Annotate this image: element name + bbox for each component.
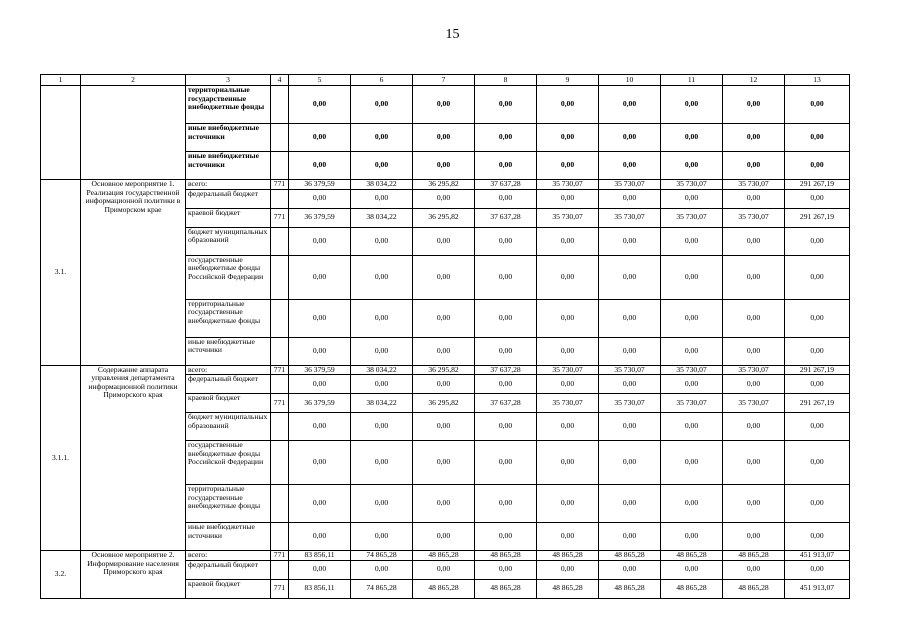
budget-table: [40, 74, 850, 599]
amount-cell: 0,00: [289, 86, 351, 124]
amount-cell: 0,00: [537, 189, 599, 208]
amount-cell: 35 730,07: [661, 180, 723, 190]
item-title: Основное мероприятие 1. Реализация государственной информационной политики в Приморском крае: [81, 180, 186, 366]
table-row: [41, 365, 850, 375]
amount-cell: 37 637,28: [475, 208, 537, 227]
amount-cell: 0,00: [289, 255, 351, 299]
grbs-code: [271, 413, 289, 441]
grbs-code: [271, 523, 289, 551]
amount-cell: 38 034,22: [351, 365, 413, 375]
amount-cell: 35 730,07: [723, 180, 785, 190]
amount-cell: 0,00: [537, 375, 599, 394]
amount-cell: 74 865,28: [351, 579, 413, 598]
amount-cell: 0,00: [599, 255, 661, 299]
amount-cell: 0,00: [785, 152, 850, 180]
amount-cell: 48 865,28: [661, 551, 723, 561]
table-row: [41, 180, 850, 190]
amount-cell: 0,00: [351, 413, 413, 441]
amount-cell: 0,00: [413, 86, 475, 124]
funding-source: территориальные государственные внебюджетные фонды: [186, 299, 271, 337]
amount-cell: 0,00: [351, 86, 413, 124]
amount-cell: 0,00: [785, 413, 850, 441]
grbs-code: 771: [271, 180, 289, 190]
amount-cell: 35 730,07: [661, 365, 723, 375]
amount-cell: 0,00: [785, 441, 850, 485]
table-row: [41, 86, 850, 124]
column-number: 2: [81, 75, 186, 86]
amount-cell: 0,00: [599, 523, 661, 551]
grbs-code: [271, 560, 289, 579]
funding-source: бюджет муниципальных образований: [186, 413, 271, 441]
amount-cell: 0,00: [289, 413, 351, 441]
column-number: 6: [351, 75, 413, 86]
amount-cell: 35 730,07: [599, 365, 661, 375]
amount-cell: 0,00: [289, 227, 351, 255]
amount-cell: 0,00: [661, 124, 723, 152]
item-number: 3.2.: [41, 551, 81, 599]
amount-cell: 0,00: [723, 152, 785, 180]
column-number: 3: [186, 75, 271, 86]
amount-cell: 0,00: [351, 337, 413, 365]
amount-cell: 0,00: [289, 124, 351, 152]
funding-source: всего:: [186, 180, 271, 190]
amount-cell: 0,00: [599, 189, 661, 208]
amount-cell: 0,00: [289, 560, 351, 579]
funding-source: иные внебюджетные источники: [186, 124, 271, 152]
amount-cell: 37 637,28: [475, 180, 537, 190]
column-number: 5: [289, 75, 351, 86]
amount-cell: 0,00: [475, 124, 537, 152]
amount-cell: 36 379,59: [289, 180, 351, 190]
amount-cell: 35 730,07: [537, 365, 599, 375]
item-number-cont: [41, 86, 81, 180]
amount-cell: 83 856,11: [289, 579, 351, 598]
amount-cell: 291 267,19: [785, 394, 850, 413]
table-body: [41, 75, 850, 599]
amount-cell: 0,00: [785, 560, 850, 579]
item-title: Основное мероприятие 2. Информирование населения Приморского края: [81, 551, 186, 599]
amount-cell: 35 730,07: [723, 394, 785, 413]
amount-cell: 0,00: [661, 560, 723, 579]
amount-cell: 0,00: [475, 227, 537, 255]
amount-cell: 0,00: [661, 299, 723, 337]
amount-cell: 0,00: [599, 152, 661, 180]
amount-cell: 35 730,07: [599, 394, 661, 413]
grbs-code: [271, 227, 289, 255]
amount-cell: 38 034,22: [351, 394, 413, 413]
column-number: 10: [599, 75, 661, 86]
amount-cell: 0,00: [661, 189, 723, 208]
amount-cell: 0,00: [413, 124, 475, 152]
amount-cell: 35 730,07: [537, 180, 599, 190]
amount-cell: 37 637,28: [475, 394, 537, 413]
amount-cell: 0,00: [537, 413, 599, 441]
amount-cell: 0,00: [475, 560, 537, 579]
amount-cell: 38 034,22: [351, 208, 413, 227]
column-number: 4: [271, 75, 289, 86]
amount-cell: 0,00: [661, 523, 723, 551]
amount-cell: 0,00: [599, 337, 661, 365]
amount-cell: 291 267,19: [785, 180, 850, 190]
amount-cell: 35 730,07: [661, 394, 723, 413]
amount-cell: 36 295,82: [413, 208, 475, 227]
funding-source: всего:: [186, 365, 271, 375]
funding-source: иные внебюджетные источники: [186, 337, 271, 365]
amount-cell: 0,00: [289, 375, 351, 394]
amount-cell: 0,00: [289, 299, 351, 337]
amount-cell: 0,00: [475, 337, 537, 365]
amount-cell: 0,00: [537, 441, 599, 485]
funding-source: государственные внебюджетные фонды Российской Федерации: [186, 441, 271, 485]
amount-cell: 0,00: [661, 255, 723, 299]
amount-cell: 0,00: [289, 337, 351, 365]
amount-cell: 0,00: [537, 299, 599, 337]
header-row: [41, 75, 850, 86]
amount-cell: 36 295,82: [413, 365, 475, 375]
page-number: 15: [445, 27, 460, 42]
grbs-code: [271, 337, 289, 365]
amount-cell: 0,00: [351, 299, 413, 337]
amount-cell: 0,00: [723, 485, 785, 523]
item-number: 3.1.: [41, 180, 81, 366]
funding-source: краевой бюджет: [186, 394, 271, 413]
amount-cell: 37 637,28: [475, 365, 537, 375]
amount-cell: 0,00: [351, 189, 413, 208]
grbs-code: [271, 124, 289, 152]
amount-cell: 48 865,28: [475, 579, 537, 598]
amount-cell: 0,00: [785, 227, 850, 255]
amount-cell: 0,00: [661, 227, 723, 255]
amount-cell: 291 267,19: [785, 208, 850, 227]
amount-cell: 48 865,28: [661, 579, 723, 598]
column-number: 1: [41, 75, 81, 86]
funding-source: бюджет муниципальных образований: [186, 227, 271, 255]
amount-cell: 0,00: [785, 337, 850, 365]
funding-source: федеральный бюджет: [186, 375, 271, 394]
grbs-code: 771: [271, 365, 289, 375]
amount-cell: 451 913,07: [785, 579, 850, 598]
amount-cell: 0,00: [537, 485, 599, 523]
amount-cell: 35 730,07: [599, 180, 661, 190]
amount-cell: 451 913,07: [785, 551, 850, 561]
grbs-code: 771: [271, 551, 289, 561]
funding-source: иные внебюджетные источники: [186, 152, 271, 180]
amount-cell: 35 730,07: [723, 208, 785, 227]
amount-cell: 0,00: [599, 441, 661, 485]
grbs-code: [271, 485, 289, 523]
amount-cell: 0,00: [475, 523, 537, 551]
amount-cell: 0,00: [723, 413, 785, 441]
amount-cell: 0,00: [599, 86, 661, 124]
amount-cell: 0,00: [413, 255, 475, 299]
amount-cell: 0,00: [723, 227, 785, 255]
amount-cell: 0,00: [475, 485, 537, 523]
funding-source: федеральный бюджет: [186, 560, 271, 579]
grbs-code: [271, 152, 289, 180]
item-number: 3.1.1.: [41, 365, 81, 551]
amount-cell: 35 730,07: [723, 365, 785, 375]
amount-cell: 0,00: [413, 152, 475, 180]
amount-cell: 0,00: [289, 441, 351, 485]
amount-cell: 0,00: [475, 152, 537, 180]
amount-cell: 0,00: [413, 337, 475, 365]
amount-cell: 0,00: [723, 337, 785, 365]
amount-cell: 0,00: [413, 189, 475, 208]
amount-cell: 0,00: [723, 523, 785, 551]
grbs-code: [271, 189, 289, 208]
amount-cell: 0,00: [723, 441, 785, 485]
amount-cell: 35 730,07: [537, 208, 599, 227]
amount-cell: 0,00: [289, 189, 351, 208]
funding-source: федеральный бюджет: [186, 189, 271, 208]
amount-cell: 0,00: [475, 375, 537, 394]
amount-cell: 0,00: [599, 413, 661, 441]
amount-cell: 48 865,28: [599, 579, 661, 598]
amount-cell: 0,00: [785, 523, 850, 551]
amount-cell: 0,00: [661, 413, 723, 441]
amount-cell: 0,00: [351, 152, 413, 180]
grbs-code: [271, 86, 289, 124]
amount-cell: 0,00: [723, 560, 785, 579]
amount-cell: 0,00: [785, 485, 850, 523]
amount-cell: 0,00: [723, 189, 785, 208]
amount-cell: 0,00: [351, 441, 413, 485]
funding-source: территориальные государственные внебюджетные фонды: [186, 485, 271, 523]
amount-cell: 0,00: [351, 523, 413, 551]
funding-source: иные внебюджетные источники: [186, 523, 271, 551]
amount-cell: 0,00: [537, 227, 599, 255]
amount-cell: 0,00: [413, 227, 475, 255]
amount-cell: 36 379,59: [289, 394, 351, 413]
amount-cell: 0,00: [785, 124, 850, 152]
amount-cell: 0,00: [351, 375, 413, 394]
amount-cell: 35 730,07: [537, 394, 599, 413]
item-title-cont: [81, 86, 186, 180]
amount-cell: 0,00: [723, 255, 785, 299]
amount-cell: 38 034,22: [351, 180, 413, 190]
funding-source: всего:: [186, 551, 271, 561]
amount-cell: 0,00: [289, 152, 351, 180]
amount-cell: 0,00: [785, 86, 850, 124]
amount-cell: 36 295,82: [413, 180, 475, 190]
amount-cell: 35 730,07: [661, 208, 723, 227]
amount-cell: 0,00: [413, 441, 475, 485]
amount-cell: 83 856,11: [289, 551, 351, 561]
amount-cell: 0,00: [475, 441, 537, 485]
amount-cell: 48 865,28: [599, 551, 661, 561]
amount-cell: 0,00: [723, 124, 785, 152]
amount-cell: 0,00: [599, 299, 661, 337]
amount-cell: 0,00: [351, 560, 413, 579]
amount-cell: 0,00: [661, 152, 723, 180]
column-number: 8: [475, 75, 537, 86]
amount-cell: 0,00: [537, 523, 599, 551]
amount-cell: 0,00: [723, 299, 785, 337]
amount-cell: 0,00: [537, 560, 599, 579]
column-number: 11: [661, 75, 723, 86]
grbs-code: 771: [271, 394, 289, 413]
amount-cell: 0,00: [475, 413, 537, 441]
amount-cell: 0,00: [351, 124, 413, 152]
amount-cell: 0,00: [537, 124, 599, 152]
amount-cell: 0,00: [289, 485, 351, 523]
amount-cell: 36 295,82: [413, 394, 475, 413]
amount-cell: 74 865,28: [351, 551, 413, 561]
amount-cell: 0,00: [289, 523, 351, 551]
amount-cell: 0,00: [537, 152, 599, 180]
amount-cell: 0,00: [475, 299, 537, 337]
amount-cell: 291 267,19: [785, 365, 850, 375]
amount-cell: 0,00: [413, 413, 475, 441]
amount-cell: 0,00: [351, 255, 413, 299]
funding-source: территориальные государственные внебюджетные фонды: [186, 86, 271, 124]
amount-cell: 0,00: [785, 299, 850, 337]
amount-cell: 0,00: [661, 86, 723, 124]
amount-cell: 0,00: [413, 485, 475, 523]
amount-cell: 0,00: [413, 375, 475, 394]
amount-cell: 48 865,28: [537, 579, 599, 598]
amount-cell: 0,00: [475, 86, 537, 124]
amount-cell: 0,00: [475, 189, 537, 208]
amount-cell: 48 865,28: [723, 579, 785, 598]
funding-source: краевой бюджет: [186, 579, 271, 598]
column-number: 13: [785, 75, 850, 86]
amount-cell: 0,00: [785, 375, 850, 394]
amount-cell: 0,00: [785, 255, 850, 299]
amount-cell: 0,00: [723, 375, 785, 394]
amount-cell: 0,00: [599, 124, 661, 152]
amount-cell: 0,00: [785, 189, 850, 208]
grbs-code: [271, 299, 289, 337]
amount-cell: 35 730,07: [599, 208, 661, 227]
amount-cell: 0,00: [537, 337, 599, 365]
amount-cell: 0,00: [723, 86, 785, 124]
grbs-code: [271, 375, 289, 394]
amount-cell: 48 865,28: [475, 551, 537, 561]
amount-cell: 0,00: [599, 485, 661, 523]
amount-cell: 0,00: [661, 441, 723, 485]
amount-cell: 0,00: [661, 337, 723, 365]
amount-cell: 48 865,28: [537, 551, 599, 561]
amount-cell: 0,00: [661, 485, 723, 523]
amount-cell: 36 379,59: [289, 208, 351, 227]
amount-cell: 0,00: [661, 375, 723, 394]
amount-cell: 0,00: [413, 299, 475, 337]
table-row: [41, 551, 850, 561]
amount-cell: 0,00: [475, 255, 537, 299]
amount-cell: 0,00: [413, 560, 475, 579]
grbs-code: [271, 441, 289, 485]
grbs-code: 771: [271, 208, 289, 227]
amount-cell: 0,00: [599, 227, 661, 255]
amount-cell: 0,00: [351, 227, 413, 255]
amount-cell: 48 865,28: [413, 551, 475, 561]
item-title: Содержание аппарата управления департамента информационной политики Приморского края: [81, 365, 186, 551]
grbs-code: 771: [271, 579, 289, 598]
funding-source: государственные внебюджетные фонды Российской Федерации: [186, 255, 271, 299]
amount-cell: 0,00: [413, 523, 475, 551]
column-number: 12: [723, 75, 785, 86]
column-number: 9: [537, 75, 599, 86]
amount-cell: 0,00: [351, 485, 413, 523]
grbs-code: [271, 255, 289, 299]
amount-cell: 0,00: [599, 375, 661, 394]
amount-cell: 0,00: [599, 560, 661, 579]
amount-cell: 36 379,59: [289, 365, 351, 375]
amount-cell: 0,00: [537, 255, 599, 299]
amount-cell: 0,00: [537, 86, 599, 124]
amount-cell: 48 865,28: [723, 551, 785, 561]
column-number: 7: [413, 75, 475, 86]
amount-cell: 48 865,28: [413, 579, 475, 598]
funding-source: краевой бюджет: [186, 208, 271, 227]
